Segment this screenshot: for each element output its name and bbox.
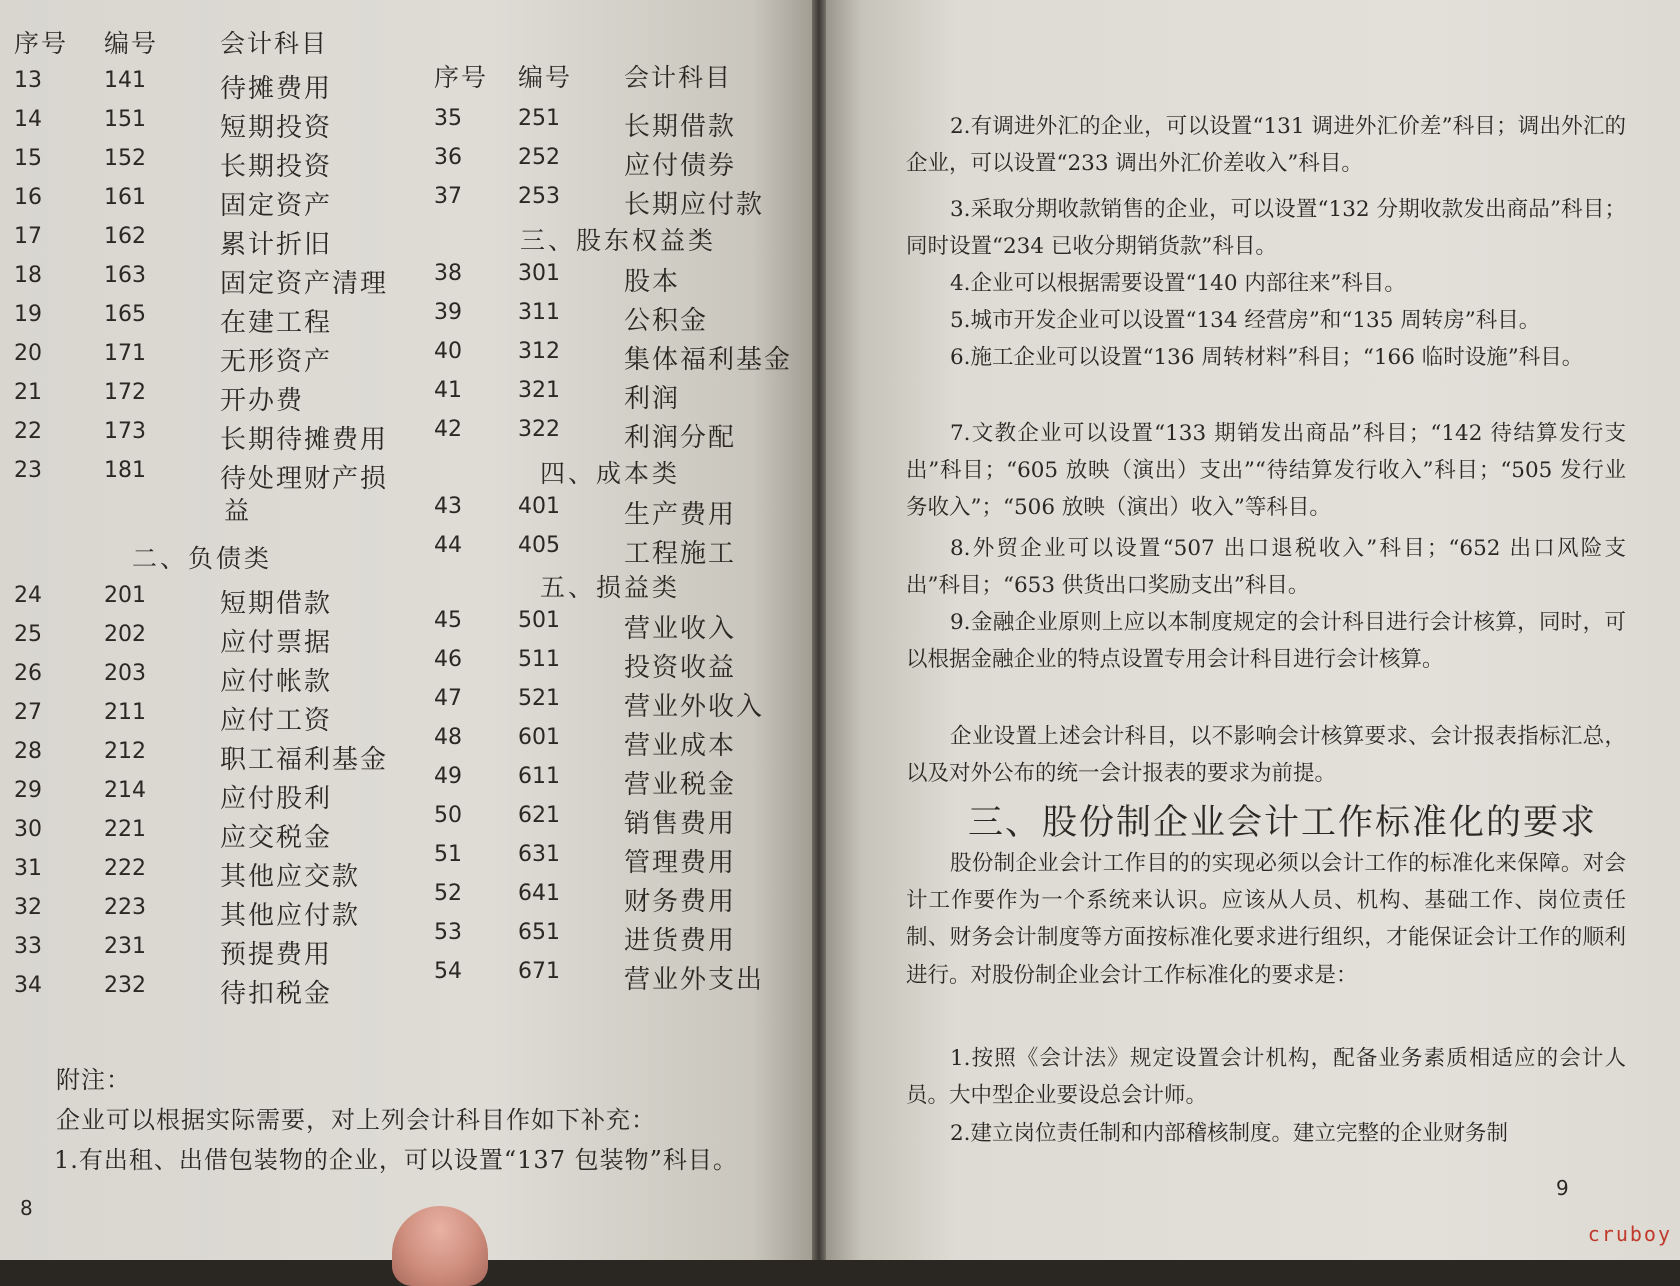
row-account: 短期借款 [220, 589, 333, 619]
row-account: 待扣税金 [220, 979, 333, 1009]
row-code: 212 [104, 739, 146, 764]
row-seq: 24 [14, 583, 42, 608]
row-account: 销售费用 [624, 809, 737, 839]
section-title: 三、股份制企业会计工作标准化的要求 [968, 803, 1598, 843]
row-code: 161 [104, 185, 146, 210]
row-account: 财务费用 [624, 887, 737, 917]
row-code: 301 [518, 261, 560, 286]
row-account: 长期借款 [624, 112, 737, 142]
row-account: 待摊费用 [220, 74, 333, 104]
account-name-wrap: 益 [224, 496, 253, 525]
row-account: 应付股利 [220, 784, 333, 814]
row-code: 322 [518, 417, 560, 442]
row-code: 162 [104, 224, 146, 249]
row-account: 公积金 [624, 306, 709, 336]
row-code: 621 [518, 803, 560, 828]
header-code: 编号 [104, 29, 159, 58]
row-seq: 41 [434, 378, 462, 403]
row-seq: 37 [434, 184, 462, 209]
row-account: 应付帐款 [220, 667, 333, 697]
row-account: 累计折旧 [220, 230, 333, 260]
paragraph-standardization: 股份制企业会计工作目的的实现必须以会计工作的标准化来保障。对会计工作要作为一个系统来认识。应该从人员、机构、基础工作、岗位责任制、财务会计制度等方面按标准化要求进行组织，才能保证会计工作的顺利进行。对股份制企业会计工作标准化的要求是： [906, 851, 1626, 988]
header-seq: 序号 [14, 29, 69, 58]
row-account: 职工福利基金 [220, 745, 389, 775]
row-account: 待处理财产损 [220, 464, 389, 494]
paragraph-summary: 企业设置上述会计科目，以不影响会计核算要求、会计报表指标汇总，以及对外公布的统一会计报表的要求为前提。 [906, 724, 1626, 787]
row-account: 进货费用 [624, 926, 737, 956]
row-code: 405 [518, 533, 560, 558]
paragraph-8: 8.外贸企业可以设置“507 出口退税收入”科目；“652 出口风险支出”科目；“653 供货出口奖励支出”科目。 [906, 536, 1626, 599]
row-code: 163 [104, 263, 146, 288]
row-code: 152 [104, 146, 146, 171]
row-code: 251 [518, 106, 560, 131]
row-seq: 50 [434, 803, 462, 828]
row-seq: 51 [434, 842, 462, 867]
row-code: 252 [518, 145, 560, 170]
row-seq: 54 [434, 959, 462, 984]
row-seq: 30 [14, 817, 42, 842]
row-code: 172 [104, 380, 146, 405]
row-account: 集体福利基金 [624, 345, 793, 375]
row-account: 短期投资 [220, 113, 333, 143]
row-code: 401 [518, 494, 560, 519]
row-code: 641 [518, 881, 560, 906]
row-seq: 31 [14, 856, 42, 881]
row-seq: 32 [14, 895, 42, 920]
paragraph-3: 3.采取分期收款销售的企业，可以设置“132 分期收款发出商品”科目；同时设置“234 已收分期销货款”科目。 [906, 197, 1626, 260]
section-heading-profit-loss: 五、损益类 [540, 573, 681, 602]
row-account: 生产费用 [624, 500, 737, 530]
row-seq: 47 [434, 686, 462, 711]
row-seq: 48 [434, 725, 462, 750]
row-seq: 45 [434, 608, 462, 633]
row-seq: 38 [434, 261, 462, 286]
notes-line-2: 1.有出租、出借包装物的企业，可以设置“137 包装物”科目。 [54, 1146, 738, 1174]
row-seq: 42 [434, 417, 462, 442]
row-account: 开办费 [220, 386, 305, 416]
row-seq: 16 [14, 185, 42, 210]
paragraph-requirement-2: 2.建立岗位责任制和内部稽核制度。建立完整的企业财务制 [950, 1121, 1509, 1146]
header-code: 编号 [518, 63, 573, 92]
row-account: 在建工程 [220, 308, 333, 338]
row-seq: 25 [14, 622, 42, 647]
row-account: 应付工资 [220, 706, 333, 736]
paragraph-6: 6.施工企业可以设置“136 周转材料”科目；“166 临时设施”科目。 [950, 345, 1584, 370]
row-account: 管理费用 [624, 848, 737, 878]
row-seq: 33 [14, 934, 42, 959]
section-heading-cost: 四、成本类 [540, 459, 681, 488]
row-code: 211 [104, 700, 146, 725]
row-code: 521 [518, 686, 560, 711]
row-account: 预提费用 [220, 940, 333, 970]
row-seq: 18 [14, 263, 42, 288]
row-seq: 15 [14, 146, 42, 171]
account-table-column-2 [400, 58, 800, 1018]
row-account: 营业外支出 [624, 965, 765, 995]
row-code: 253 [518, 184, 560, 209]
row-code: 232 [104, 973, 146, 998]
row-seq: 44 [434, 533, 462, 558]
notes-title: 附注： [56, 1066, 131, 1094]
row-account: 营业外收入 [624, 692, 765, 722]
row-seq: 34 [14, 973, 42, 998]
notes-line-1: 企业可以根据实际需要，对上列会计科目作如下补充： [56, 1106, 656, 1134]
header-account: 会计科目 [624, 63, 733, 92]
row-account: 股本 [624, 267, 681, 297]
row-seq: 49 [434, 764, 462, 789]
row-account: 利润分配 [624, 423, 737, 453]
book-gutter [812, 0, 826, 1260]
row-code: 651 [518, 920, 560, 945]
row-account: 固定资产 [220, 191, 333, 221]
row-account: 营业收入 [624, 614, 737, 644]
row-seq: 22 [14, 419, 42, 444]
row-seq: 17 [14, 224, 42, 249]
row-account: 长期应付款 [624, 190, 765, 220]
row-code: 203 [104, 661, 146, 686]
row-code: 222 [104, 856, 146, 881]
row-code: 511 [518, 647, 560, 672]
row-seq: 29 [14, 778, 42, 803]
row-code: 171 [104, 341, 146, 366]
paragraph-5: 5.城市开发企业可以设置“134 经营房”和“135 周转房”科目。 [950, 308, 1541, 333]
page-number-right: 9 [1556, 1176, 1569, 1200]
left-page [0, 0, 818, 1260]
row-code: 165 [104, 302, 146, 327]
row-account: 投资收益 [624, 653, 737, 683]
row-seq: 20 [14, 341, 42, 366]
row-account: 营业税金 [624, 770, 737, 800]
row-seq: 23 [14, 458, 42, 483]
row-code: 611 [518, 764, 560, 789]
row-account: 其他应付款 [220, 901, 361, 931]
paragraph-9: 9.金融企业原则上应以本制度规定的会计科目进行会计核算，同时，可以根据金融企业的特点设置专用会计科目进行会计核算。 [906, 610, 1626, 673]
row-seq: 40 [434, 339, 462, 364]
row-seq: 13 [14, 68, 42, 93]
row-account: 其他应交款 [220, 862, 361, 892]
row-code: 223 [104, 895, 146, 920]
row-seq: 19 [14, 302, 42, 327]
row-account: 固定资产清理 [220, 269, 389, 299]
row-seq: 39 [434, 300, 462, 325]
row-code: 201 [104, 583, 146, 608]
paragraph-4: 4.企业可以根据需要设置“140 内部往来”科目。 [950, 271, 1406, 296]
row-account: 应交税金 [220, 823, 333, 853]
row-code: 601 [518, 725, 560, 750]
row-code: 631 [518, 842, 560, 867]
header-seq: 序号 [434, 63, 489, 92]
row-account: 工程施工 [624, 539, 737, 569]
row-seq: 26 [14, 661, 42, 686]
row-account: 应付债券 [624, 151, 737, 181]
row-seq: 53 [434, 920, 462, 945]
row-code: 311 [518, 300, 560, 325]
paragraph-2: 2.有调进外汇的企业，可以设置“131 调进外汇价差”科目；调出外汇的企业，可以设置“233 调出外汇价差收入”科目。 [906, 114, 1626, 177]
row-code: 202 [104, 622, 146, 647]
paragraph-7: 7.文教企业可以设置“133 期销发出商品”科目；“142 待结算发行支出”科目；“605 放映（演出）支出”“待结算发行收入”科目；“505 发行业务收入”；“506 放映（演出）收入”等科目。 [906, 421, 1626, 521]
row-seq: 27 [14, 700, 42, 725]
page-number-left: 8 [20, 1196, 33, 1220]
row-seq: 52 [434, 881, 462, 906]
account-table-column-1 [0, 24, 400, 1024]
row-code: 501 [518, 608, 560, 633]
row-code: 173 [104, 419, 146, 444]
row-code: 214 [104, 778, 146, 803]
row-account: 营业成本 [624, 731, 737, 761]
row-account: 无形资产 [220, 347, 333, 377]
row-seq: 28 [14, 739, 42, 764]
row-seq: 43 [434, 494, 462, 519]
paragraph-requirement-1: 1.按照《会计法》规定设置会计机构，配备业务素质相适应的会计人员。大中型企业要设总会计师。 [906, 1046, 1626, 1109]
row-account: 利润 [624, 384, 681, 414]
section-heading-liabilities: 二、负债类 [132, 544, 273, 573]
row-seq: 35 [434, 106, 462, 131]
row-seq: 14 [14, 107, 42, 132]
row-account: 长期待摊费用 [220, 425, 389, 455]
row-code: 141 [104, 68, 146, 93]
row-seq: 46 [434, 647, 462, 672]
row-code: 181 [104, 458, 146, 483]
row-code: 221 [104, 817, 146, 842]
section-heading-equity: 三、股东权益类 [520, 226, 717, 255]
right-page [818, 0, 1680, 1260]
row-code: 671 [518, 959, 560, 984]
row-seq: 21 [14, 380, 42, 405]
watermark: cruboy [1587, 1222, 1672, 1246]
row-account: 长期投资 [220, 152, 333, 182]
row-code: 312 [518, 339, 560, 364]
row-code: 231 [104, 934, 146, 959]
row-code: 151 [104, 107, 146, 132]
row-code: 321 [518, 378, 560, 403]
row-seq: 36 [434, 145, 462, 170]
header-account: 会计科目 [220, 29, 329, 58]
row-account: 应付票据 [220, 628, 333, 658]
